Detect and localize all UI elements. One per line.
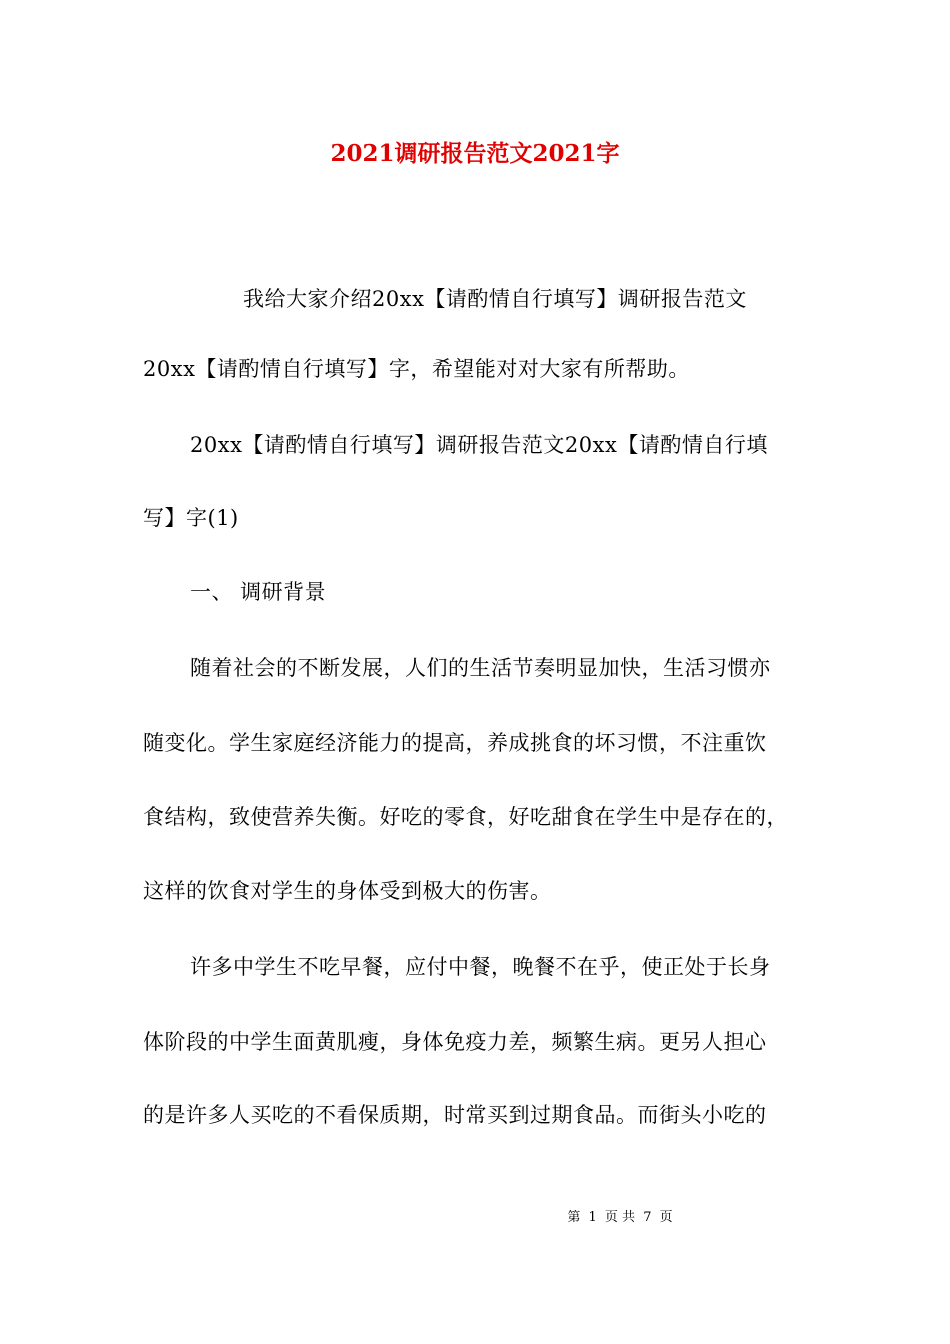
body-line-10: 体阶段的中学生面黄肌瘦，身体免疫力差，频繁生病。更另人担心 <box>143 1030 767 1054</box>
body-line-1: 我给大家介绍20xx【请酌情自行填写】调研报告范文 <box>243 287 747 311</box>
body-line-7: 食结构，致使营养失衡。好吃的零食，好吃甜食在学生中是存在的， <box>143 805 788 829</box>
body-line-9: 许多中学生不吃早餐，应付中餐，晚餐不在乎，使正处于长身 <box>190 955 771 979</box>
document-title: 2021调研报告范文2021字 <box>330 140 620 167</box>
body-line-3: 20xx【请酌情自行填写】调研报告范文20xx【请酌情自行填 <box>190 433 768 457</box>
page-footer <box>0 1208 950 1228</box>
body-line-8: 这样的饮食对学生的身体受到极大的伤害。 <box>143 879 552 903</box>
section-heading: 一、 调研背景 <box>190 580 327 604</box>
footer-suffix: 页 <box>659 1210 673 1225</box>
body-line-11: 的是许多人买吃的不看保质期，时常买到过期食品。而街头小吃的 <box>143 1103 767 1127</box>
footer-page-number: 1 <box>588 1210 597 1225</box>
footer-middle: 页 共 <box>604 1210 636 1225</box>
footer-prefix: 第 <box>567 1210 581 1225</box>
body-line-6: 随变化。学生家庭经济能力的提高，养成挑食的坏习惯，不注重饮 <box>143 731 767 755</box>
body-line-2: 20xx【请酌情自行填写】字，希望能对对大家有所帮助。 <box>143 357 690 381</box>
body-line-4: 写】字(1) <box>143 506 239 530</box>
body-line-5: 随着社会的不断发展，人们的生活节奏明显加快，生活习惯亦 <box>190 656 771 680</box>
footer-total-pages: 7 <box>643 1210 652 1225</box>
